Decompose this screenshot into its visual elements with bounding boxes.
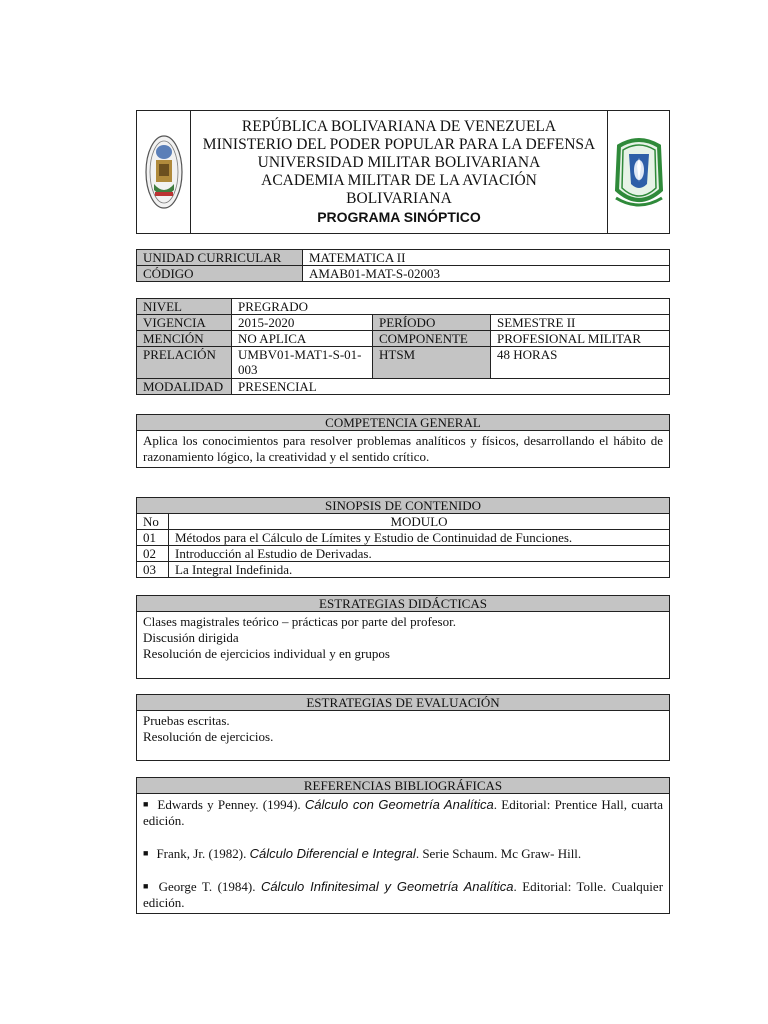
row-modulo: Introducción al Estudio de Derivadas. [169,546,670,562]
info-table [136,298,670,395]
bullet-icon: ■ [143,881,151,891]
evaluacion-title: ESTRATEGIAS DE EVALUACIÓN [137,695,670,711]
header-line-bolivariana: BOLIVARIANA [346,190,452,207]
mencion-label: MENCIÓN [137,331,232,347]
reference-book-title: Cálculo Infinitesimal y Geometría Analítica [260,879,514,894]
unidad-value: MATEMATICA II [303,250,670,266]
modalidad-value: PRESENCIAL [232,379,670,395]
unidad-label: UNIDAD CURRICULAR [137,250,303,266]
row-no: 03 [137,562,169,578]
header-line-republica: REPÚBLICA BOLIVARIANA DE VENEZUELA [241,118,557,135]
periodo-value: SEMESTRE II [491,315,670,331]
row-no: 02 [137,546,169,562]
header-title-block [191,111,608,234]
htsm-value: 48 HORAS [491,347,670,379]
didacticas-title: ESTRATEGIAS DIDÁCTICAS [137,596,670,612]
document-title: PROGRAMA SINÓPTICO [317,209,481,225]
competencia-table [136,414,670,468]
sinopsis-col-no: No [137,514,169,530]
row-modulo: La Integral Indefinida. [169,562,670,578]
right-logo-cell [608,111,670,234]
table-row [137,562,670,578]
nivel-value: PREGRADO [232,299,670,315]
codigo-label: CÓDIGO [137,266,303,282]
componente-label: COMPONENTE [373,331,491,347]
aviation-academy-crest-icon [613,132,665,212]
evaluacion-table [136,694,670,761]
header-line-universidad: UNIVERSIDAD MILITAR BOLIVARIANA [257,154,541,171]
vigencia-label: VIGENCIA [137,315,232,331]
reference-details: . Editorial: Prentice Hall, cuarta edición. [143,797,664,828]
unidad-table [136,249,670,282]
left-logo-cell [137,111,191,234]
prelacion-label: PRELACIÓN [137,347,232,379]
referencias-table [136,777,670,914]
university-crest-icon [144,134,184,210]
table-row [137,546,670,562]
sinopsis-table [136,497,670,578]
header-table [136,110,670,234]
reference-item [143,845,663,862]
htsm-label: HTSM [373,347,491,379]
reference-details: . Serie Schaum. Mc Graw- Hill. [415,846,582,861]
sinopsis-title: SINOPSIS DE CONTENIDO [137,498,670,514]
list-item: Resolución de ejercicios. [143,729,274,744]
competencia-title: COMPETENCIA GENERAL [137,415,670,431]
row-modulo: Métodos para el Cálculo de Límites y Estudio de Continuidad de Funciones. [169,530,670,546]
reference-book-title: Cálculo con Geometría Analítica [304,797,494,812]
reference-item [143,878,663,911]
bullet-icon: ■ [143,799,150,809]
prelacion-value: UMBV01-MAT1-S-01-003 [232,347,373,379]
componente-value: PROFESIONAL MILITAR [491,331,670,347]
vigencia-value: 2015-2020 [232,315,373,331]
reference-item [143,796,663,829]
reference-author: George T. (1984). [158,879,261,894]
referencias-title: REFERENCIAS BIBLIOGRÁFICAS [137,778,670,794]
evaluacion-body [137,711,670,761]
referencias-body [137,794,670,914]
mencion-value: NO APLICA [232,331,373,347]
bullet-icon: ■ [143,848,149,858]
list-item: Discusión dirigida [143,630,239,645]
reference-author: Edwards y Penney. (1994). [157,797,305,812]
list-item: Resolución de ejercicios individual y en grupos [143,646,390,661]
reference-details: . Editorial: Tolle. Cualquier edición. [143,879,664,910]
list-item: Pruebas escritas. [143,713,230,728]
modalidad-label: MODALIDAD [137,379,232,395]
header-line-academia: ACADEMIA MILITAR DE LA AVIACIÓN [261,172,537,189]
periodo-label: PERÍODO [373,315,491,331]
nivel-label: NIVEL [137,299,232,315]
didacticas-table [136,595,670,679]
list-item: Clases magistrales teórico – prácticas por parte del profesor. [143,614,456,629]
competencia-text: Aplica los conocimientos para resolver problemas analíticos y físicos, desarrollando el hábito de razonamiento lógico, la creatividad y el sentido crítico. [137,431,670,468]
didacticas-body [137,612,670,679]
codigo-value: AMAB01-MAT-S-02003 [303,266,670,282]
header-line-ministerio: MINISTERIO DEL PODER POPULAR PARA LA DEFENSA [202,136,596,153]
reference-author: Frank, Jr. (1982). [156,846,250,861]
table-row [137,530,670,546]
reference-book-title: Cálculo Diferencial e Integral [249,846,416,861]
row-no: 01 [137,530,169,546]
sinopsis-col-modulo: MODULO [169,514,670,530]
